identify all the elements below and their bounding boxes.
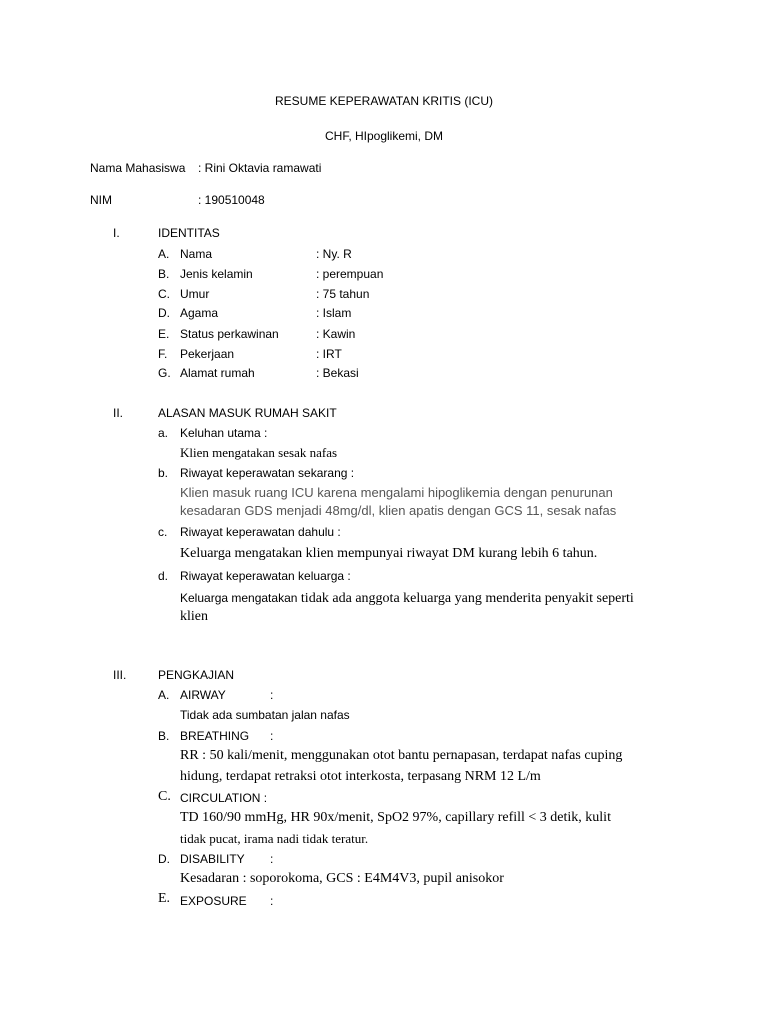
section-number: I. (113, 226, 120, 240)
assessment-text-line: tidak pucat, irama nadi tidak teratur. (180, 831, 369, 846)
section-title: ALASAN MASUK RUMAH SAKIT (158, 406, 337, 420)
identity-label: Jenis kelamin (180, 267, 253, 281)
assessment-text-line: TD 160/90 mmHg, HR 90x/menit, SpO2 97%, capillary refill < 3 detik, kulit (180, 810, 611, 825)
list-letter: E. (158, 891, 171, 906)
identity-label: Status perkawinan (180, 327, 279, 341)
subsection-label: Riwayat keperawatan sekarang : (180, 466, 355, 480)
subsection-text: Klien mengatakan sesak nafas (180, 445, 338, 460)
assessment-label: BREATHING (180, 729, 250, 743)
list-letter: A. (158, 688, 170, 702)
identity-value: : Ny. R (316, 247, 352, 261)
list-letter: F. (158, 347, 168, 361)
subsection-text: Keluarga mengatakan klien mempunyai riwayat DM kurang lebih 6 tahun. (180, 546, 598, 561)
assessment-text-line: hidung, terdapat retraksi otot interkosta, terpasang NRM 12 L/m (180, 769, 541, 784)
assessment-label: DISABILITY (180, 852, 245, 866)
subsection-text-line: Klien masuk ruang ICU karena mengalami hipoglikemia dengan penurunan (180, 485, 613, 500)
assessment-label: EXPOSURE (180, 894, 247, 908)
section-number: III. (113, 668, 127, 682)
list-letter: A. (158, 247, 170, 261)
student-name-label: Nama Mahasiswa (90, 161, 186, 175)
identity-value: : Islam (316, 306, 352, 320)
section-title: PENGKAJIAN (158, 668, 235, 682)
student-nim-value: : 190510048 (198, 193, 265, 207)
subsection-text-line: kesadaran GDS menjadi 48mg/dl, klien apatis dengan GCS 11, sesak nafas (180, 503, 617, 518)
subsection-text-line: klien (180, 609, 208, 624)
list-letter: G. (158, 366, 171, 380)
section-number: II. (113, 406, 124, 420)
assessment-text: Kesadaran : soporokoma, GCS : E4M4V3, pupil anisokor (180, 871, 504, 886)
document-title: RESUME KEPERAWATAN KRITIS (ICU) (274, 94, 493, 108)
identity-value: : perempuan (316, 267, 384, 281)
assessment-colon: : (270, 894, 274, 908)
assessment-colon: : (270, 852, 274, 866)
list-letter: b. (158, 466, 169, 480)
list-letter: E. (158, 327, 170, 341)
subsection-label: Riwayat keperawatan dahulu : (180, 525, 341, 539)
assessment-text: Tidak ada sumbatan jalan nafas (180, 708, 350, 722)
list-letter: D. (158, 852, 170, 866)
student-nim-label: NIM (90, 193, 112, 207)
identity-label: Pekerjaan (180, 347, 235, 361)
list-letter: a. (158, 426, 169, 440)
assessment-colon: : (270, 729, 274, 743)
list-letter: C. (158, 287, 170, 301)
assessment-label: CIRCULATION : (180, 791, 268, 805)
identity-label: Agama (180, 306, 219, 320)
list-letter: B. (158, 729, 170, 743)
student-name-value: : Rini Oktavia ramawati (198, 161, 322, 175)
assessment-colon: : (270, 688, 274, 702)
assessment-text-line: RR : 50 kali/menit, menggunakan otot bantu pernapasan, terdapat nafas cuping (180, 748, 623, 763)
assessment-label: AIRWAY (180, 688, 226, 702)
document-subtitle: CHF, HIpoglikemi, DM (324, 129, 444, 143)
list-letter: C. (158, 789, 171, 804)
identity-value: : Bekasi (316, 366, 359, 380)
subsection-label: Riwayat keperawatan keluarga : (180, 569, 351, 583)
identity-label: Umur (180, 287, 210, 301)
list-letter: B. (158, 267, 170, 281)
identity-label: Alamat rumah (180, 366, 255, 380)
section-title: IDENTITAS (158, 226, 220, 240)
list-letter: d. (158, 569, 169, 583)
list-letter: D. (158, 306, 170, 320)
identity-label: Nama (180, 247, 213, 261)
identity-value: : 75 tahun (316, 287, 370, 301)
bold-lead-text: Keluarga mengatakan (180, 591, 298, 605)
identity-value: : IRT (316, 347, 342, 361)
identity-value: : Kawin (316, 327, 356, 341)
subsection-label: Keluhan utama : (180, 426, 268, 440)
list-letter: c. (158, 525, 168, 539)
line-rest-text: tidak ada anggota keluarga yang menderita penyakit seperti (297, 591, 634, 606)
subsection-text-line (180, 589, 634, 607)
